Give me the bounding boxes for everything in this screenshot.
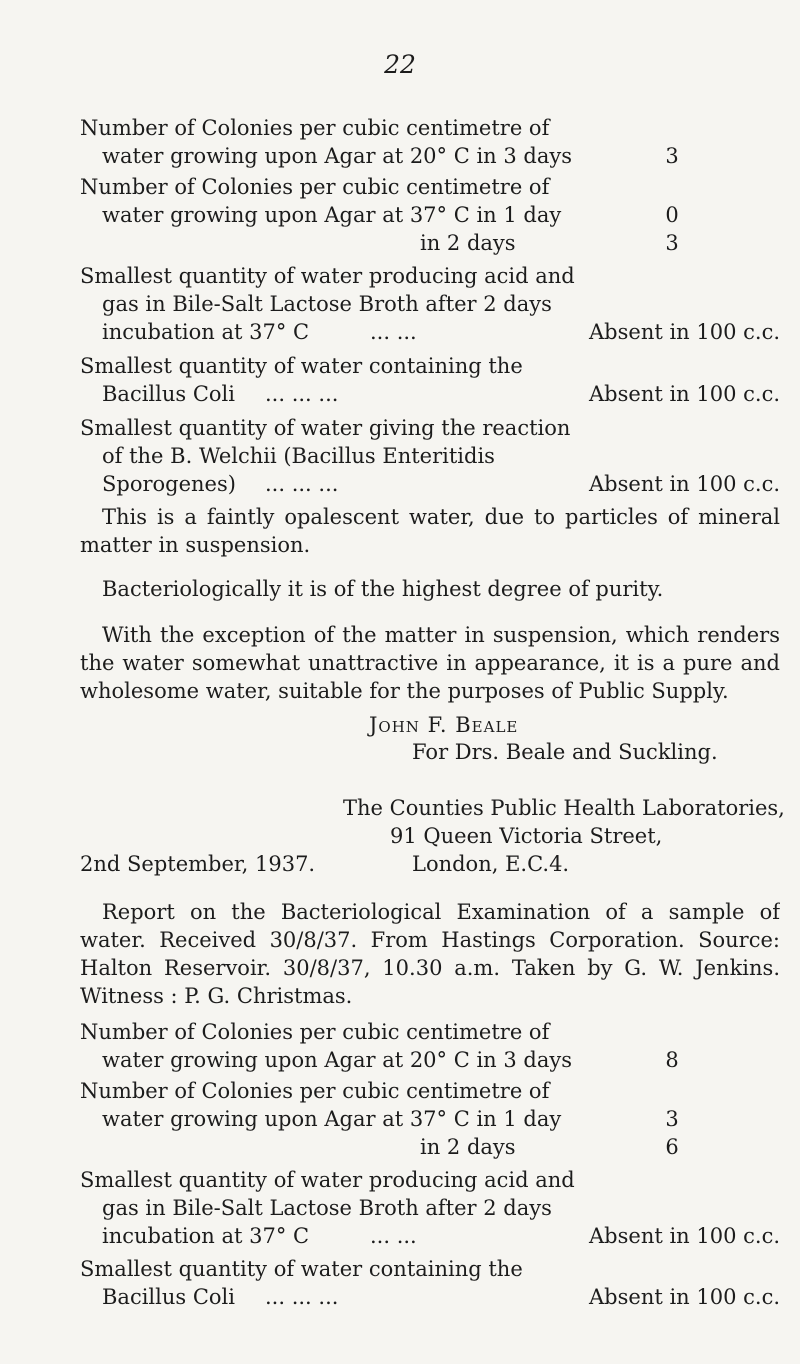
r1-opalescent-line1: This is a faintly opalescent water, due to particles of mineral [102, 505, 780, 529]
r1-acid-gas-line2: gas in Bile-Salt Lactose Broth after 2 days [102, 292, 552, 316]
r2-intro-line1: Report on the Bacteriological Examination of a sample of [102, 900, 780, 924]
r1-coli-dots: ... ... ... [265, 382, 339, 406]
r1-colonies-20 [80, 114, 780, 170]
r1-acid-gas [80, 262, 780, 346]
r2-acid-gas-dots: ... ... [370, 1224, 417, 1248]
r1-opalescent-paragraph [80, 503, 780, 559]
r1-acid-gas-line1: Smallest quantity of water producing acid and [80, 264, 575, 288]
r2-acid-gas-line1: Smallest quantity of water producing acid and [80, 1168, 575, 1192]
r1-colonies-37-line2: water growing upon Agar at 37° C in 1 day [102, 203, 562, 227]
r1-colonies-37-value2: 3 [665, 231, 679, 255]
r2-acid-gas-line3: incubation at 37° C [102, 1224, 310, 1248]
r2-acid-gas [80, 1166, 780, 1250]
r1-colonies-20-value: 3 [665, 144, 679, 168]
r1-conclusion-line3: wholesome water, suitable for the purposes of Public Supply. [80, 679, 729, 703]
r2-colonies-20-line2: water growing upon Agar at 20° C in 3 days [102, 1048, 573, 1072]
r1-welchii-line2: of the B. Welchii (Bacillus Enteritidis [102, 444, 495, 468]
r2-colonies-37-value2: 6 [665, 1135, 679, 1159]
r2-colonies-20 [80, 1018, 780, 1074]
r1-purity-line: Bacteriologically it is of the highest degree of purity. [102, 577, 664, 601]
r2-intro-line2: water. Received 30/8/37. From Hastings Corporation. Source: [80, 928, 780, 952]
r1-opalescent-line2: matter in suspension. [80, 533, 311, 557]
r1-conclusion-paragraph [80, 621, 780, 705]
r2-colonies-20-value: 8 [665, 1048, 679, 1072]
r1-acid-gas-line3: incubation at 37° C [102, 320, 310, 344]
r1-acid-gas-dots: ... ... [370, 320, 417, 344]
r2-coli [80, 1255, 780, 1311]
r2-colonies-37-value1: 3 [665, 1107, 679, 1131]
r1-welchii [80, 414, 780, 498]
r2-coli-line1: Smallest quantity of water containing the [80, 1257, 523, 1281]
r1-colonies-37-line1: Number of Colonies per cubic centimetre of [80, 175, 550, 199]
r1-welchii-dots: ... ... ... [265, 472, 339, 496]
r2-intro-paragraph [80, 898, 780, 1010]
r1-colonies-20-line1: Number of Colonies per cubic centimetre of [80, 116, 550, 140]
r1-coli-line2: Bacillus Coli [102, 382, 235, 406]
r2-colonies-37-line3: in 2 days [420, 1135, 516, 1159]
r1-colonies-37-value1: 0 [665, 203, 679, 227]
r1-acid-gas-result: Absent in 100 c.c. [589, 320, 780, 344]
r2-colonies-37-line1: Number of Colonies per cubic centimetre of [80, 1079, 550, 1103]
r1-colonies-20-line2: water growing upon Agar at 20° C in 3 days [102, 144, 573, 168]
r2-coli-dots: ... ... ... [265, 1285, 339, 1309]
r2-coli-result: Absent in 100 c.c. [589, 1285, 780, 1309]
r1-conclusion-line1: With the exception of the matter in suspension, which renders [102, 623, 780, 647]
address-line2: 91 Queen Victoria Street, [390, 824, 663, 848]
r1-welchii-line1: Smallest quantity of water giving the reaction [80, 416, 571, 440]
r1-coli [80, 352, 780, 408]
report-date: 2nd September, 1937. [80, 852, 316, 876]
r2-intro-line4: Witness : P. G. Christmas. [80, 984, 353, 1008]
r1-welchii-line3: Sporogenes) [102, 472, 236, 496]
r1-purity-paragraph [80, 575, 800, 603]
signature-name: John F. Beale [369, 713, 519, 737]
r1-conclusion-line2: the water somewhat unattractive in appearance, it is a pure and [80, 651, 780, 675]
r1-welchii-result: Absent in 100 c.c. [589, 472, 780, 496]
r2-colonies-37 [80, 1077, 780, 1161]
r1-colonies-37-line3: in 2 days [420, 231, 516, 255]
r1-coli-result: Absent in 100 c.c. [589, 382, 780, 406]
r2-intro-line3: Halton Reservoir. 30/8/37, 10.30 a.m. Taken by G. W. Jenkins. [80, 956, 780, 980]
r2-acid-gas-line2: gas in Bile-Salt Lactose Broth after 2 days [102, 1196, 552, 1220]
r2-colonies-37-line2: water growing upon Agar at 37° C in 1 day [102, 1107, 562, 1131]
signature-for: For Drs. Beale and Suckling. [412, 740, 718, 764]
r2-coli-line2: Bacillus Coli [102, 1285, 235, 1309]
r2-acid-gas-result: Absent in 100 c.c. [589, 1224, 780, 1248]
r2-colonies-20-line1: Number of Colonies per cubic centimetre of [80, 1020, 550, 1044]
r1-coli-line1: Smallest quantity of water containing the [80, 354, 523, 378]
address-line1: The Counties Public Health Laboratories, [343, 796, 785, 820]
address-line3: London, E.C.4. [412, 852, 570, 876]
page-number: 22 [384, 50, 416, 79]
r1-colonies-37 [80, 173, 780, 257]
